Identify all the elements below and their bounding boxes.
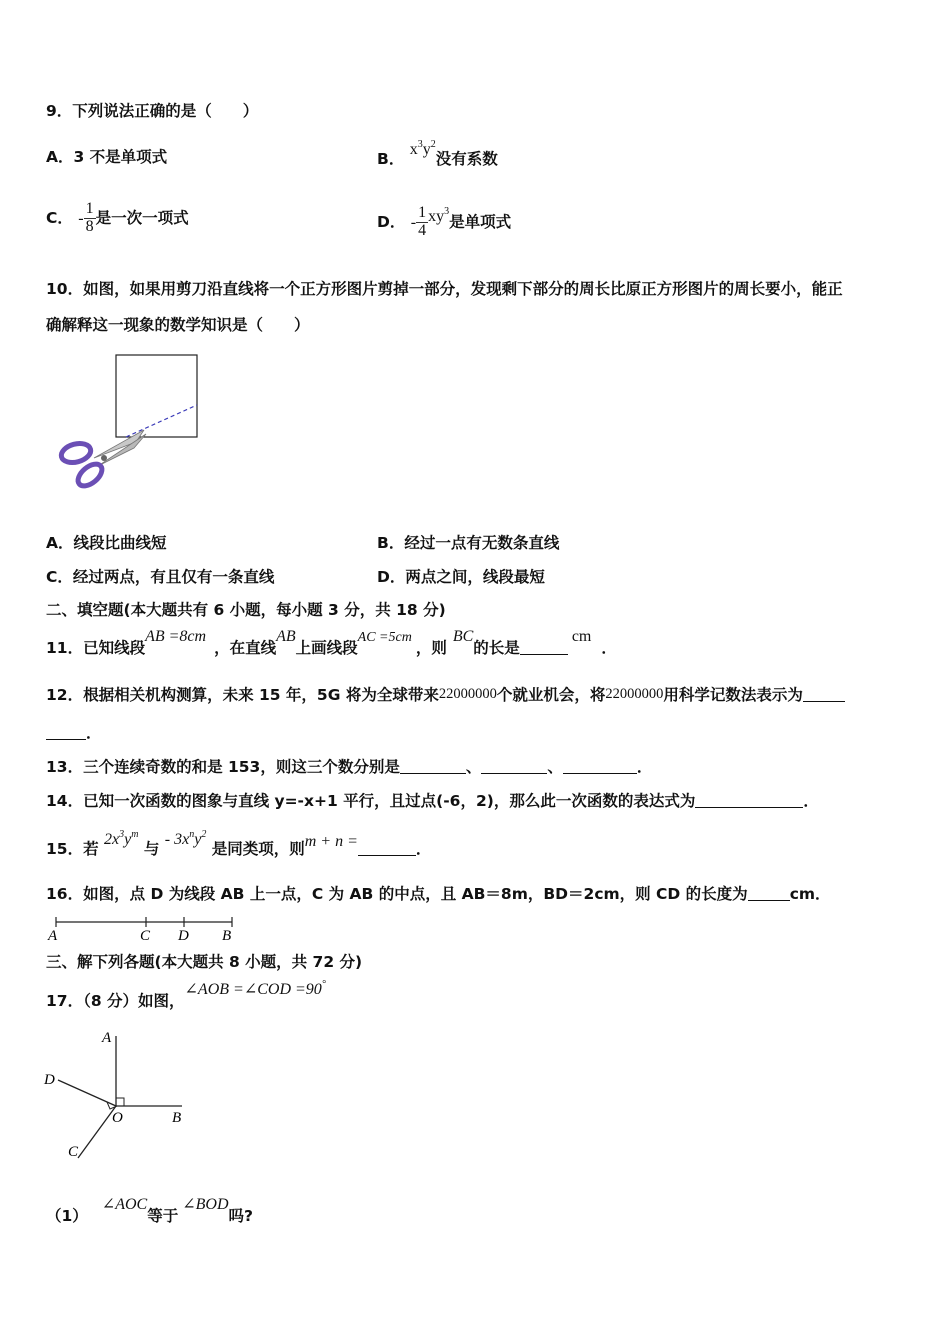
q11-math-ab-length: AB =8cm xyxy=(145,628,207,645)
q9-a-letter: A． xyxy=(46,148,74,166)
ray-oc xyxy=(78,1106,116,1158)
q13-answer-blank-3[interactable] xyxy=(563,772,637,774)
q15-term-2: - $3x^ny^2$ xyxy=(164,829,207,848)
right-angle-mark xyxy=(116,1098,124,1106)
q17-condition: ∠AOB =∠COD =90° xyxy=(184,979,326,998)
q15-term-1: $2x^3y^m$ xyxy=(103,829,139,848)
q14: 14．已知一次函数的图象与直线 y=-x+1 平行，且过点(-6，2)，那么此一次函数的表达式为 ． xyxy=(46,792,819,810)
q10-stem-line2: 确解释这一现象的数学知识是（ ） xyxy=(46,316,310,334)
q16-segment-figure xyxy=(42,914,242,944)
q12-answer-blank-b[interactable] xyxy=(46,738,86,740)
q14-answer-blank[interactable] xyxy=(695,806,803,808)
label-d: D xyxy=(178,928,189,944)
q10-option-b: B．经过一点有无数条直线 xyxy=(377,534,560,552)
label-d: D xyxy=(44,1072,55,1088)
q9-c-letter: C． xyxy=(46,209,73,227)
label-b: B xyxy=(222,928,232,944)
q11-math-ab: AB xyxy=(276,628,296,645)
label-c: C xyxy=(68,1144,79,1160)
q16: 16．如图，点 D 为线段 AB 上一点，C 为 AB 的中点，且 AB＝8m，BD＝2cm，则 CD 的长度为 cm． xyxy=(46,885,831,903)
q9-option-b xyxy=(377,139,498,168)
section-3-heading: 三、解下列各题(本大题共 8 小题，共 72 分) xyxy=(46,953,363,971)
q9-b-expr: $x^3y^2$ xyxy=(409,139,436,158)
q9-d-expr: $xy^3$ xyxy=(428,206,450,225)
q10-option-a: A．线段比曲线短 xyxy=(46,534,167,552)
q11-math-ac: AC =5cm xyxy=(357,630,412,645)
q16-answer-blank[interactable] xyxy=(748,899,790,901)
scissors-icon xyxy=(59,430,146,490)
q12-line2: ． xyxy=(46,726,102,742)
q11-unit: cm xyxy=(571,628,592,645)
q10-option-d: D．两点之间，线段最短 xyxy=(377,568,545,586)
q9-a-text: 3 不是单项式 xyxy=(73,148,168,166)
q9-option-d: D． - $\frac{1}{4}$ $xy^3$是单项式 xyxy=(377,204,512,239)
q9-option-c: C． - $\frac{1}{8}$ 是一次一项式 xyxy=(46,200,189,235)
q10-scissors-figure xyxy=(54,350,204,495)
q17: 17．（8 分）如图，∠AOB =∠COD =90° xyxy=(46,979,326,1010)
q13-answer-blank-1[interactable] xyxy=(400,772,466,774)
q9-stem: 9．下列说法正确的是（ ） xyxy=(46,102,259,120)
q11-math-bc: BC xyxy=(452,628,474,645)
q9-b-text: 没有系数 xyxy=(435,150,498,168)
q12-number-2: 22000000 xyxy=(605,686,664,702)
q17-part-1: （1）∠AOC等于∠BOD吗? xyxy=(46,1196,254,1225)
q9-c-fraction: $\frac{1}{8}$ xyxy=(85,200,94,235)
q9-d-letter: D． xyxy=(377,213,406,231)
q10-option-c: C．经过两点，有且仅有一条直线 xyxy=(46,568,275,586)
label-b: B xyxy=(172,1110,182,1126)
q13: 13．三个连续奇数的和是 153，则这三个数分别是 、 、 ． xyxy=(46,758,653,776)
q9-option-a xyxy=(46,150,167,166)
q17-angle-aoc: ∠AOC xyxy=(101,1196,148,1213)
q9-c-text: 是一次一项式 xyxy=(95,209,189,227)
label-a: A xyxy=(48,928,58,944)
square-picture xyxy=(116,355,197,437)
q9-b-letter: B． xyxy=(377,150,405,168)
q15-expression: m + n = xyxy=(304,833,358,850)
q15: 15．若 $2x^3y^m$ 与 - $3x^ny^2$ 是同类项，则m + n = ． xyxy=(46,829,432,858)
q15-answer-blank[interactable] xyxy=(358,854,416,856)
q13-answer-blank-2[interactable] xyxy=(481,772,547,774)
q12-line1: 12．根据相关机构测算，未来 15 年，5G 将为全球带来22000000个就业机会，将22000000用科学记数法表示为 xyxy=(46,688,845,704)
label-a: A xyxy=(102,1030,112,1046)
q9-d-text: 是单项式 xyxy=(449,213,512,231)
label-c: C xyxy=(140,928,151,944)
q11-answer-blank[interactable] xyxy=(520,653,568,655)
q12-answer-blank-a[interactable] xyxy=(803,700,845,702)
q9-d-fraction: $\frac{1}{4}$ xyxy=(418,204,427,239)
label-o: O xyxy=(112,1110,123,1126)
q17-angle-bod: ∠BOD xyxy=(182,1196,229,1213)
q12-number-1: 22000000 xyxy=(438,686,497,702)
cut-line xyxy=(126,405,197,437)
q10-stem-line1: 10．如图，如果用剪刀沿直线将一个正方形图片剪掉一部分，发现剩下部分的周长比原正方形图片的周长要小，能正 xyxy=(46,280,843,298)
q11: 11．已知线段AB =8cm，在直线AB上画线段AC =5cm，则BC的长是cm． xyxy=(46,628,617,657)
q17-angle-figure xyxy=(40,1028,200,1168)
section-2-heading: 二、填空题(本大题共有 6 小题，每小题 3 分，共 18 分) xyxy=(46,601,446,619)
